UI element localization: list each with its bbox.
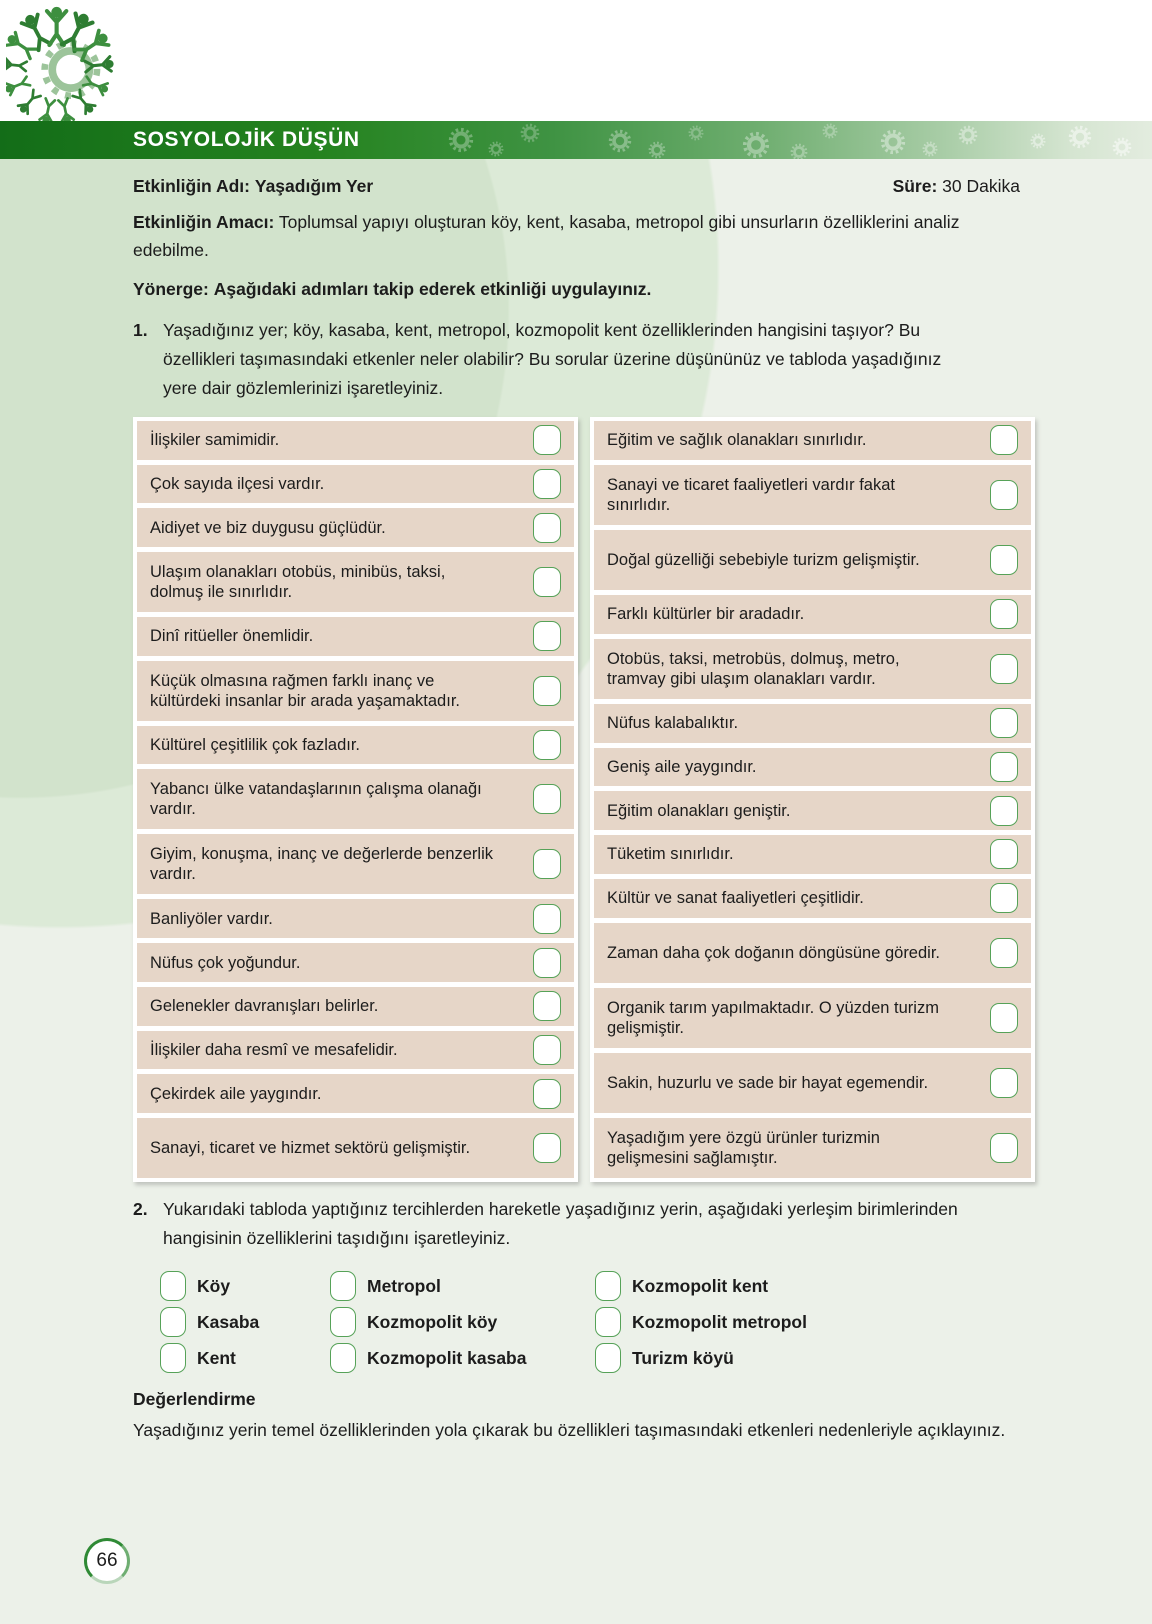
step-1-text: Yaşadığınız yer; köy, kasaba, kent, metropol, kozmopolit kent özelliklerinden hangisini taşıyor? Bu özellikleri taşımasındaki etkenler neler olabilir? Bu sorular üzerine düşününüz ve tabloda yaşadığınız yere dair gözlemlerinizi işaretleyiniz.	[163, 320, 942, 398]
page-number: 66	[96, 1550, 118, 1571]
gear-icon	[742, 131, 770, 159]
settlement-options	[160, 1271, 1152, 1373]
table-row-checkbox[interactable]	[533, 849, 561, 879]
table-row-label: Kültürel çeşitlilik çok fazladır.	[150, 736, 360, 755]
table-row-label: İlişkiler samimidir.	[150, 431, 280, 450]
option-label: Kozmopolit kasaba	[367, 1347, 527, 1368]
table-row-label: İlişkiler daha resmî ve mesafelidir.	[150, 1040, 398, 1059]
table-row-checkbox[interactable]	[533, 567, 561, 597]
table-row	[137, 1118, 574, 1178]
page-number-badge	[84, 1538, 130, 1584]
table-row-label: Eğitim olanakları geniştir.	[607, 801, 791, 820]
table-row	[137, 465, 574, 504]
table-row-checkbox[interactable]	[533, 1035, 561, 1065]
table-row-checkbox[interactable]	[990, 708, 1018, 738]
option-checkbox[interactable]	[160, 1343, 186, 1373]
table-row-checkbox[interactable]	[533, 730, 561, 760]
person-figure	[6, 75, 31, 96]
gear-icon	[1112, 137, 1132, 157]
table-row	[137, 661, 574, 721]
table-row-label: Nüfus kalabalıktır.	[607, 714, 739, 733]
table-row-label: Sakin, huzurlu ve sade bir hayat egemendir.	[607, 1073, 929, 1092]
person-figure	[47, 7, 66, 45]
option-checkbox[interactable]	[595, 1271, 621, 1301]
gear-icon	[1068, 125, 1092, 149]
activity-name-value: Yaşadığım Yer	[254, 176, 374, 196]
gear-icon	[1030, 133, 1046, 149]
table-row	[594, 421, 1031, 460]
table-row-checkbox[interactable]	[990, 839, 1018, 869]
step-2	[133, 1195, 1010, 1253]
activity-name-label: Etkinliğin Adı:	[133, 176, 250, 196]
person-figure	[6, 31, 38, 61]
table-row-checkbox[interactable]	[533, 904, 561, 934]
table-right-column	[590, 417, 1035, 1182]
table-row	[137, 943, 574, 982]
settlement-option	[160, 1271, 330, 1301]
settlement-option	[160, 1307, 330, 1337]
table-row-label: Çok sayıda ilçesi vardır.	[150, 475, 325, 494]
table-row-checkbox[interactable]	[533, 676, 561, 706]
table-row-label: Aidiyet ve biz duygusu güçlüdür.	[150, 518, 386, 537]
table-row	[137, 1031, 574, 1070]
table-row	[137, 899, 574, 938]
table-row-label: Farklı kültürler bir aradadır.	[607, 605, 805, 624]
person-figure	[16, 89, 42, 116]
purpose-label: Etkinliğin Amacı:	[133, 212, 275, 232]
settlement-option	[595, 1343, 807, 1373]
settlement-option	[160, 1343, 330, 1373]
gear-icon	[448, 127, 474, 153]
table-row	[137, 769, 574, 829]
table-row-label: Giyim, konuşma, inanç ve değerlerde benzerlik vardır.	[150, 845, 493, 884]
table-row	[137, 421, 574, 460]
gear-icon	[488, 141, 504, 157]
person-figure	[57, 98, 74, 122]
activity-name	[133, 176, 373, 197]
option-label: Turizm köyü	[632, 1347, 734, 1368]
table-row	[594, 835, 1031, 874]
gear-icon	[648, 141, 666, 159]
table-row-label: Çekirdek aile yaygındır.	[150, 1084, 322, 1103]
table-row-checkbox[interactable]	[533, 784, 561, 814]
table-row-checkbox[interactable]	[533, 991, 561, 1021]
table-row	[137, 834, 574, 894]
gear-icon	[608, 129, 632, 153]
gear-icon	[688, 125, 704, 141]
option-checkbox[interactable]	[330, 1343, 356, 1373]
table-row-label: Gelenekler davranışları belirler.	[150, 997, 379, 1016]
table-row-checkbox[interactable]	[990, 1003, 1018, 1033]
table-row-checkbox[interactable]	[533, 513, 561, 543]
option-checkbox[interactable]	[160, 1307, 186, 1337]
duration-value: 30 Dakika	[942, 176, 1020, 196]
settlement-option	[330, 1271, 595, 1301]
table-row	[594, 1053, 1031, 1113]
table-row	[137, 617, 574, 656]
table-row	[594, 1118, 1031, 1178]
settlement-option	[330, 1343, 595, 1373]
step-2-number: 2.	[133, 1199, 148, 1219]
table-row-label: Ulaşım olanakları otobüs, minibüs, taksi, dolmuş ile sınırlıdır.	[150, 563, 446, 602]
table-row-checkbox[interactable]	[990, 796, 1018, 826]
table-row-label: Eğitim ve sağlık olanakları sınırlıdır.	[607, 431, 867, 450]
person-figure	[6, 58, 27, 73]
gear-icon	[520, 123, 540, 143]
step-1	[133, 316, 1010, 403]
table-row-label: Geniş aile yaygındır.	[607, 757, 757, 776]
table-row-checkbox[interactable]	[990, 883, 1018, 913]
table-row-checkbox[interactable]	[990, 599, 1018, 629]
table-row-checkbox[interactable]	[990, 654, 1018, 684]
option-label: Kozmopolit kent	[632, 1275, 769, 1296]
option-checkbox[interactable]	[595, 1307, 621, 1337]
table-row-label: Doğal güzelliği sebebiyle turizm gelişmiştir.	[607, 550, 920, 569]
option-checkbox[interactable]	[330, 1271, 356, 1301]
table-row	[594, 530, 1031, 590]
people-gear-logo	[6, 4, 116, 122]
activity-meta-row	[133, 176, 1020, 197]
table-row-checkbox[interactable]	[990, 1068, 1018, 1098]
table-row-checkbox[interactable]	[990, 480, 1018, 510]
table-row	[594, 704, 1031, 743]
activity-purpose	[133, 208, 1005, 264]
table-row-label: Kültür ve sanat faaliyetleri çeşitlidir.	[607, 889, 864, 908]
table-row-checkbox[interactable]	[990, 752, 1018, 782]
table-row-label: Dinî ritüeller önemlidir.	[150, 627, 314, 646]
settlement-option	[595, 1271, 807, 1301]
evaluation-text: Yaşadığınız yerin temel özelliklerinden yola çıkarak bu özellikleri taşımasındaki etkenleri nedenleriyle açıklayınız.	[133, 1420, 1006, 1440]
purpose-text: Toplumsal yapıyı oluşturan köy, kent, kasaba, metropol gibi unsurların özelliklerini analiz edebilme.	[133, 212, 960, 260]
table-row	[594, 595, 1031, 634]
table-row-checkbox[interactable]	[990, 545, 1018, 575]
table-row	[594, 923, 1031, 983]
gear-icon	[880, 129, 906, 155]
option-label: Kozmopolit köy	[367, 1311, 498, 1332]
table-row-label: Organik tarım yapılmaktadır. O yüzden turizm gelişmiştir.	[607, 998, 939, 1037]
person-figure	[83, 75, 111, 96]
settlement-option	[595, 1307, 807, 1337]
option-column	[160, 1271, 330, 1373]
option-label: Kozmopolit metropol	[632, 1311, 807, 1332]
table-row-checkbox[interactable]	[533, 948, 561, 978]
table-left-column	[133, 417, 578, 1182]
option-label: Kasaba	[197, 1311, 260, 1332]
table-row	[594, 791, 1031, 830]
directive-label: Yönerge:	[133, 279, 209, 299]
table-row	[137, 552, 574, 612]
directive-text: Aşağıdaki adımları takip ederek etkinliği uygulayınız.	[213, 279, 652, 299]
table-row-checkbox[interactable]	[990, 425, 1018, 455]
table-row-label: Küçük olmasına rağmen farklı inanç ve kültürdeki insanlar bir arada yaşamaktadır.	[150, 671, 460, 710]
table-row-label: Yaşadığım yere özgü ürünler turizmin gelişmesini sağlamıştır.	[607, 1128, 880, 1167]
evaluation-heading: Değerlendirme	[133, 1389, 256, 1409]
table-row-label: Banliyöler vardır.	[150, 909, 273, 928]
table-row-checkbox[interactable]	[533, 425, 561, 455]
step-1-number: 1.	[133, 320, 148, 340]
table-row	[137, 726, 574, 765]
gear-icon	[922, 141, 938, 157]
table-row	[137, 987, 574, 1026]
option-checkbox[interactable]	[595, 1343, 621, 1373]
option-label: Metropol	[367, 1275, 441, 1296]
activity-directive	[133, 275, 1005, 303]
table-row	[594, 879, 1031, 918]
table-row	[137, 1074, 574, 1113]
table-row-label: Tüketim sınırlıdır.	[607, 845, 734, 864]
content-area	[0, 159, 1152, 1624]
table-row-checkbox[interactable]	[533, 621, 561, 651]
table-row-label: Zaman daha çok doğanın döngüsüne göredir.	[607, 943, 940, 962]
person-figure	[39, 98, 56, 122]
observation-table	[133, 417, 1152, 1182]
table-row	[594, 988, 1031, 1048]
duration-label: Süre:	[892, 176, 938, 196]
table-row-checkbox[interactable]	[533, 1133, 561, 1163]
option-label: Kent	[197, 1347, 236, 1368]
gear-icon	[790, 143, 808, 159]
gear-icon	[958, 125, 978, 145]
activity-duration	[893, 176, 1020, 197]
table-row-checkbox[interactable]	[990, 938, 1018, 968]
table-row-checkbox[interactable]	[533, 469, 561, 499]
table-row	[594, 465, 1031, 525]
section-title: SOSYOLOJİK DÜŞÜN	[133, 128, 360, 151]
option-column	[330, 1271, 595, 1373]
table-row	[594, 748, 1031, 787]
table-row-label: Otobüs, taksi, metrobüs, dolmuş, metro, tramvay gibi ulaşım olanakları vardır.	[607, 649, 900, 688]
step-2-text: Yukarıdaki tabloda yaptığınız tercihlerden hareketle yaşadığınız yerin, aşağıdaki yerleşim birimlerinden hangisinin özelliklerini taşıdığını işaretleyiniz.	[163, 1199, 958, 1248]
table-row-checkbox[interactable]	[990, 1133, 1018, 1163]
table-row	[137, 508, 574, 547]
people-ring	[6, 7, 114, 122]
table-row-label: Yabancı ülke vatandaşlarının çalışma olanağı vardır.	[150, 780, 482, 819]
table-row	[594, 639, 1031, 699]
option-column	[595, 1271, 807, 1373]
option-checkbox[interactable]	[160, 1271, 186, 1301]
settlement-option	[330, 1307, 595, 1337]
table-row-checkbox[interactable]	[533, 1079, 561, 1109]
gear-icon	[822, 123, 838, 139]
section-header-bar	[0, 121, 1152, 159]
option-checkbox[interactable]	[330, 1307, 356, 1337]
table-row-label: Sanayi, ticaret ve hizmet sektörü gelişmiştir.	[150, 1138, 471, 1157]
option-label: Köy	[197, 1275, 231, 1296]
table-row-label: Nüfus çok yoğundur.	[150, 953, 301, 972]
table-row-label: Sanayi ve ticaret faaliyetleri vardır fakat sınırlıdır.	[607, 475, 895, 514]
